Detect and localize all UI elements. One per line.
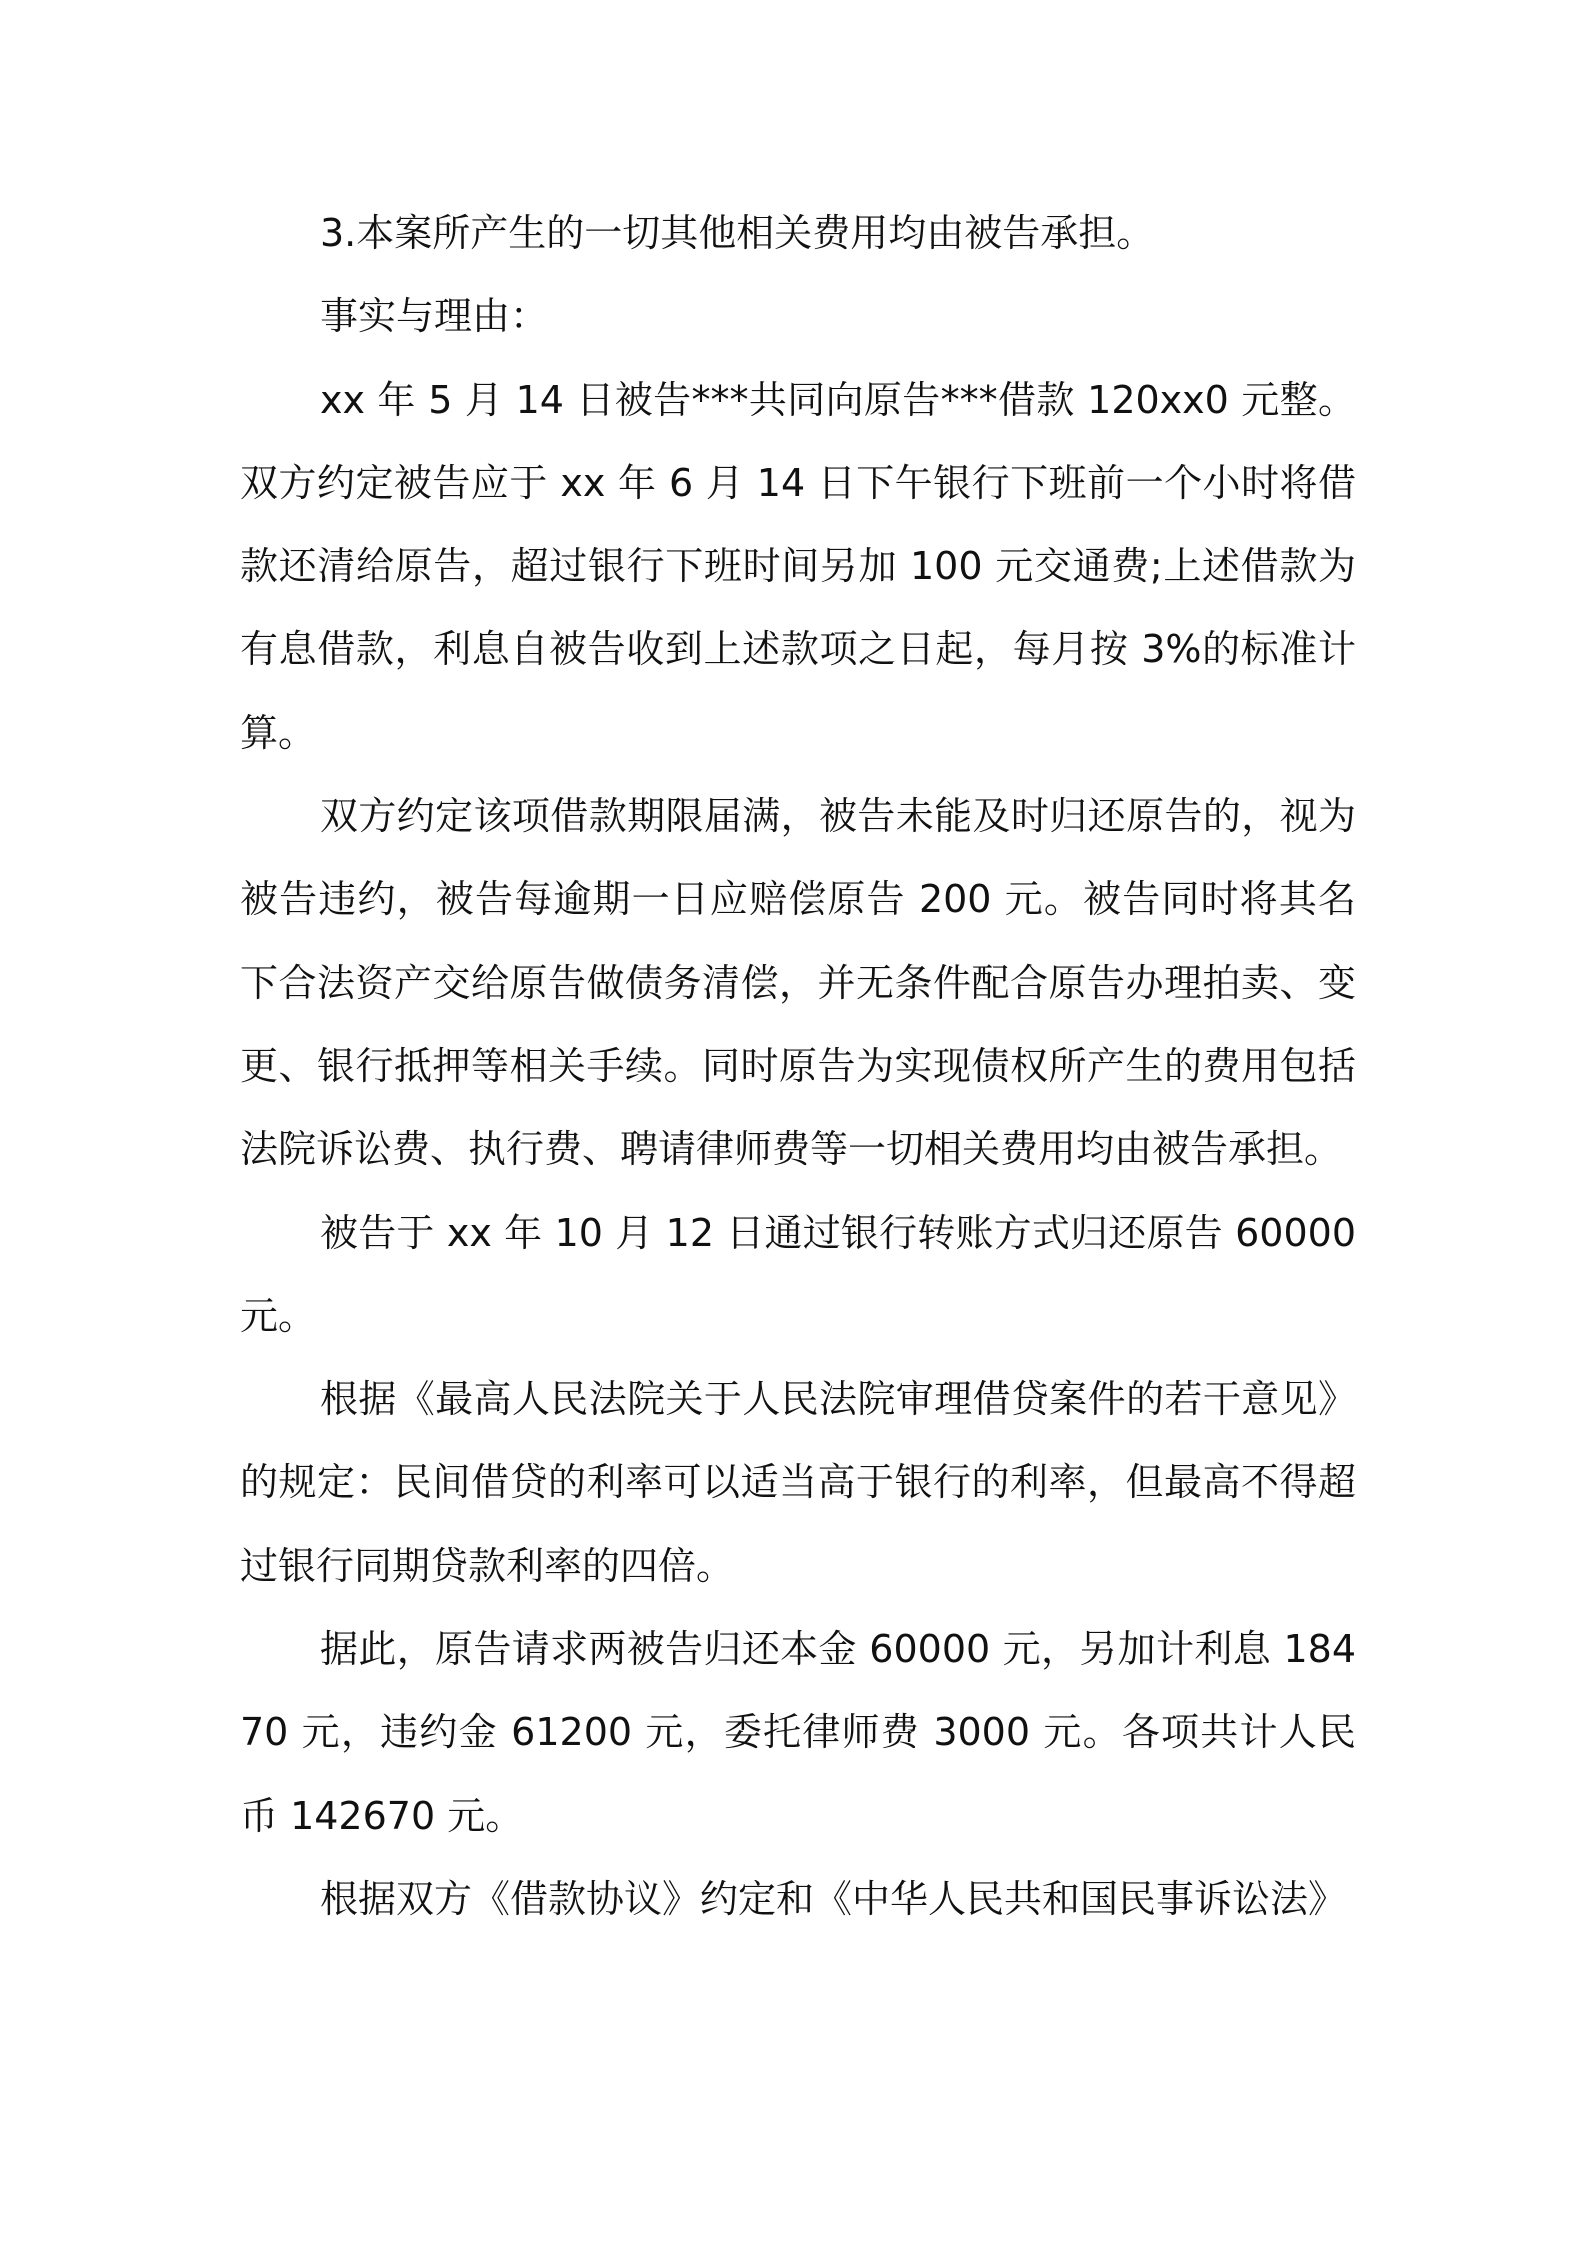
document-body [240, 192, 1356, 1941]
paragraph-loan-agreement: xx 年 5 月 14 日被告***共同向原告***借款 120xx0 元整。双方约定被告应于 xx 年 6 月 14 日下午银行下班前一个小时将借款还清给原告，超过银行下班时间另加 100 元交通费;上述借款为有息借款，利息自被告收到上述款项之日起，每月按 3%的标准计算。 [240, 377, 1356, 755]
paragraph-contract-law: 根据双方《借款协议》约定和《中华人民共和国民事诉讼法》 [320, 1876, 1347, 1921]
paragraph-default-terms: 双方约定该项借款期限届满，被告未能及时归还原告的，视为被告违约，被告每逾期一日应赔偿原告 200 元。被告同时将其名下合法资产交给原告做债务清偿，并无条件配合原告办理拍卖、变更、银行抵押等相关手续。同时原告为实现债权所产生的费用包括法院诉讼费、执行费、聘请律师费等一切相关费用均由被告承担。 [240, 794, 1356, 1172]
paragraph-costs-clause: 3.本案所产生的一切其他相关费用均由被告承担。 [320, 211, 1155, 255]
paragraph-facts-heading: 事实与理由： [320, 294, 549, 339]
paragraph-partial-repayment: 被告于 xx 年 10 月 12 日通过银行转账方式归还原告 60000 元。 [240, 1210, 1356, 1338]
paragraph-legal-basis: 根据《最高人民法院关于人民法院审理借贷案件的若干意见》的规定：民间借贷的利率可以适当高于银行的利率，但最高不得超过银行同期贷款利率的四倍。 [240, 1377, 1356, 1588]
paragraph-claim-amounts: 据此，原告请求两被告归还本金 60000 元，另加计利息 18470 元，违约金 61200 元，委托律师费 3000 元。各项共计人民币 142670 元。 [240, 1627, 1356, 1838]
